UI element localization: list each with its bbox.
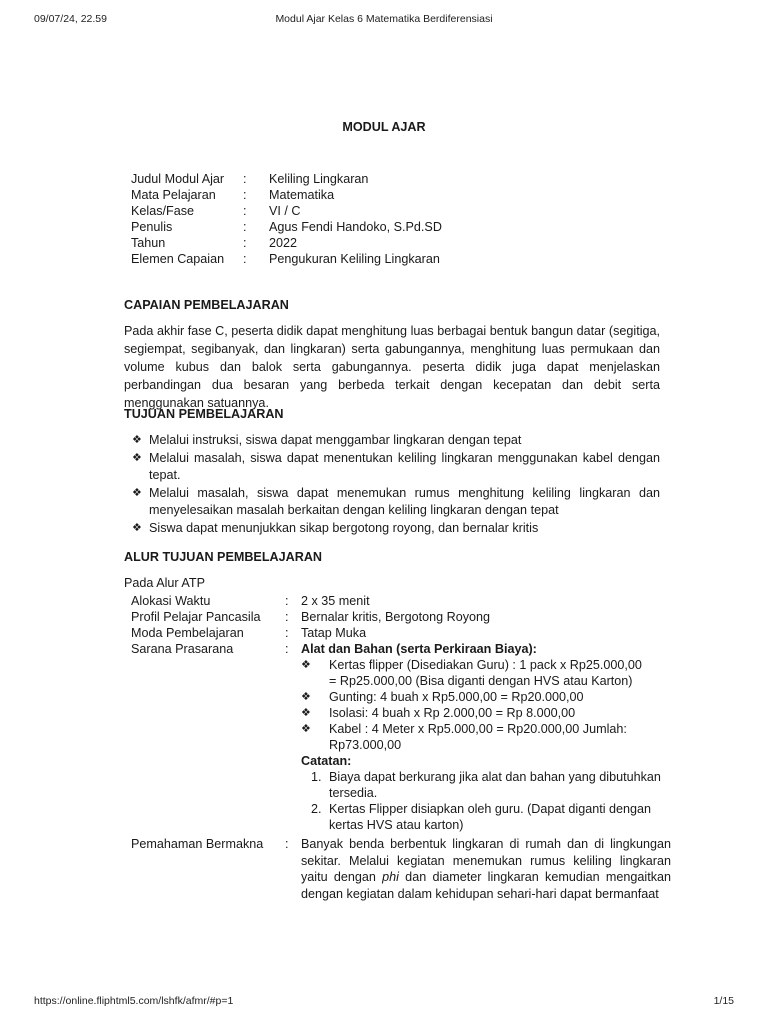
pemahaman-text: Banyak benda berbentuk lingkaran di rumah dan di lingkungan sekitar. Melalui kegiatan menemukan rumus keliling lingkaran yaitu dengan [301, 837, 671, 884]
diamond-bullet-icon: ❖ [132, 521, 142, 534]
info-label: Tahun [131, 236, 166, 250]
list-item-text: Melalui masalah, siswa dapat menentukan keliling lingkaran menggunakan kabel dengan tepat. [149, 450, 660, 482]
alur-row-sarana [131, 641, 671, 833]
alur-label: Pemahaman Bermakna [131, 837, 264, 851]
alur-label: Sarana Prasarana [131, 642, 234, 656]
info-label: Penulis [131, 220, 173, 234]
list-item [301, 801, 673, 833]
tujuan-heading: TUJUAN PEMBELAJARAN [124, 407, 284, 421]
alur-colon: : [285, 642, 289, 656]
alur-heading: ALUR TUJUAN PEMBELAJARAN [124, 550, 323, 564]
list-item-text: Kertas Flipper disiapkan oleh guru. (Dapat diganti dengan kertas HVS atau karton) [329, 802, 652, 832]
print-page-title: Modul Ajar Kelas 6 Matematika Berdiferensiasi [275, 13, 493, 25]
diamond-bullet-icon: ❖ [132, 486, 142, 499]
list-item [301, 689, 649, 705]
alur-colon: : [285, 594, 289, 608]
diamond-bullet-icon: ❖ [301, 659, 311, 671]
info-value: 2022 [269, 236, 298, 250]
capaian-paragraph: Pada akhir fase C, peserta didik dapat menghitung luas berbagai bentuk bangun datar (segitiga, segiempat, segibanyak, dan lingkaran) serta gabungannya, menghitung luas permukaan dan volume kubus dan balok serta gabungannya. peserta didik juga dapat menjelaskan perbandingan dua besaran yang berbeda terkait dengan kecepatan dan debit serta menggunakan satuannya. [124, 324, 660, 410]
alur-value: Tatap Muka [301, 626, 367, 640]
tujuan-list [132, 432, 660, 537]
diamond-bullet-icon: ❖ [132, 451, 142, 464]
alur-row-alokasi [131, 593, 671, 609]
list-item [301, 657, 649, 689]
sarana-heading: Alat dan Bahan (serta Perkiraan Biaya): [301, 642, 537, 656]
alur-value [301, 641, 671, 833]
list-item-text: Melalui instruksi, siswa dapat menggambar lingkaran dengan tepat [149, 433, 522, 447]
alur-colon: : [285, 837, 289, 851]
list-number: 2. [311, 802, 322, 816]
alur-row-pemahaman [131, 836, 671, 902]
list-item-text: Biaya dapat berkurang jika alat dan bahan yang dibutuhkan tersedia. [329, 770, 661, 800]
list-item [301, 705, 649, 721]
alur-label: Moda Pembelajaran [131, 626, 244, 640]
list-item [301, 769, 673, 801]
info-colon: : [243, 252, 247, 266]
capaian-heading: CAPAIAN PEMBELAJARAN [124, 298, 289, 312]
info-value: Matematika [269, 188, 335, 202]
alur-value [301, 836, 671, 902]
list-item [132, 520, 660, 538]
catatan-heading: Catatan: [301, 754, 352, 768]
alur-label: Profil Pelajar Pancasila [131, 610, 261, 624]
alur-value: Bernalar kritis, Bergotong Royong [301, 610, 491, 624]
diamond-bullet-icon: ❖ [132, 434, 142, 446]
list-item [132, 432, 660, 450]
info-colon: : [243, 188, 247, 202]
list-item-text: Gunting: 4 buah x Rp5.000,00 = Rp20.000,00 [329, 690, 584, 704]
print-header [0, 13, 768, 29]
alur-colon: : [285, 626, 289, 640]
diamond-bullet-icon: ❖ [301, 691, 311, 703]
info-colon: : [243, 236, 247, 250]
info-label: Mata Pelajaran [131, 188, 216, 202]
list-item [132, 450, 660, 485]
info-value: Pengukuran Keliling Lingkaran [269, 252, 440, 266]
info-value: Keliling Lingkaran [269, 172, 369, 186]
info-colon: : [243, 172, 247, 186]
catatan-list [301, 769, 673, 833]
info-value: Agus Fendi Handoko, S.Pd.SD [269, 220, 442, 234]
list-item-text: Kabel : 4 Meter x Rp5.000,00 = Rp20.000,00 Jumlah: Rp73.000,00 [329, 722, 627, 752]
alur-row-moda [131, 625, 671, 641]
info-label: Judul Modul Ajar [131, 172, 225, 186]
alur-colon: : [285, 610, 289, 624]
list-item-text: Siswa dapat menunjukkan sikap bergotong royong, dan bernalar kritis [149, 520, 539, 535]
list-item [132, 485, 660, 520]
list-item [301, 721, 649, 753]
info-value: VI / C [269, 204, 301, 218]
info-label: Kelas/Fase [131, 204, 194, 218]
sarana-list [301, 657, 649, 753]
alur-row-profil [131, 609, 671, 625]
pemahaman-italic: phi [382, 870, 399, 884]
pemahaman-text: dan diameter lingkaran kemudian mengaitkan dengan kegiatan dalam kehidupan sehari-hari dapat bermanfaat [301, 870, 672, 901]
info-colon: : [243, 220, 247, 234]
info-colon: : [243, 204, 247, 218]
info-label: Elemen Capaian [131, 252, 225, 266]
alur-label: Alokasi Waktu [131, 594, 211, 608]
alur-table [131, 593, 671, 902]
list-item-text: Isolasi: 4 buah x Rp 2.000,00 = Rp 8.000,00 [329, 706, 576, 720]
diamond-bullet-icon: ❖ [301, 723, 311, 735]
list-number: 1. [311, 770, 322, 784]
document-title: MODUL AJAR [342, 120, 426, 134]
print-url: https://online.fliphtml5.com/lshfk/afmr/#p=1 [34, 995, 234, 1007]
print-timestamp: 09/07/24, 22.59 [34, 13, 107, 25]
alur-intro: Pada Alur ATP [124, 576, 205, 590]
alur-value: 2 x 35 menit [301, 594, 370, 608]
list-item-text: Melalui masalah, siswa dapat menemukan rumus menghitung keliling lingkaran dan menyelesaikan masalah berkaitan dengan keliling lingkaran dengan tepat [149, 485, 660, 517]
diamond-bullet-icon: ❖ [301, 707, 311, 719]
print-page-count: 1/15 [713, 995, 734, 1007]
list-item-text: Kertas flipper (Disediakan Guru) : 1 pack x Rp25.000,00 = Rp25.000,00 (Bisa diganti dengan HVS atau Karton) [329, 658, 642, 688]
